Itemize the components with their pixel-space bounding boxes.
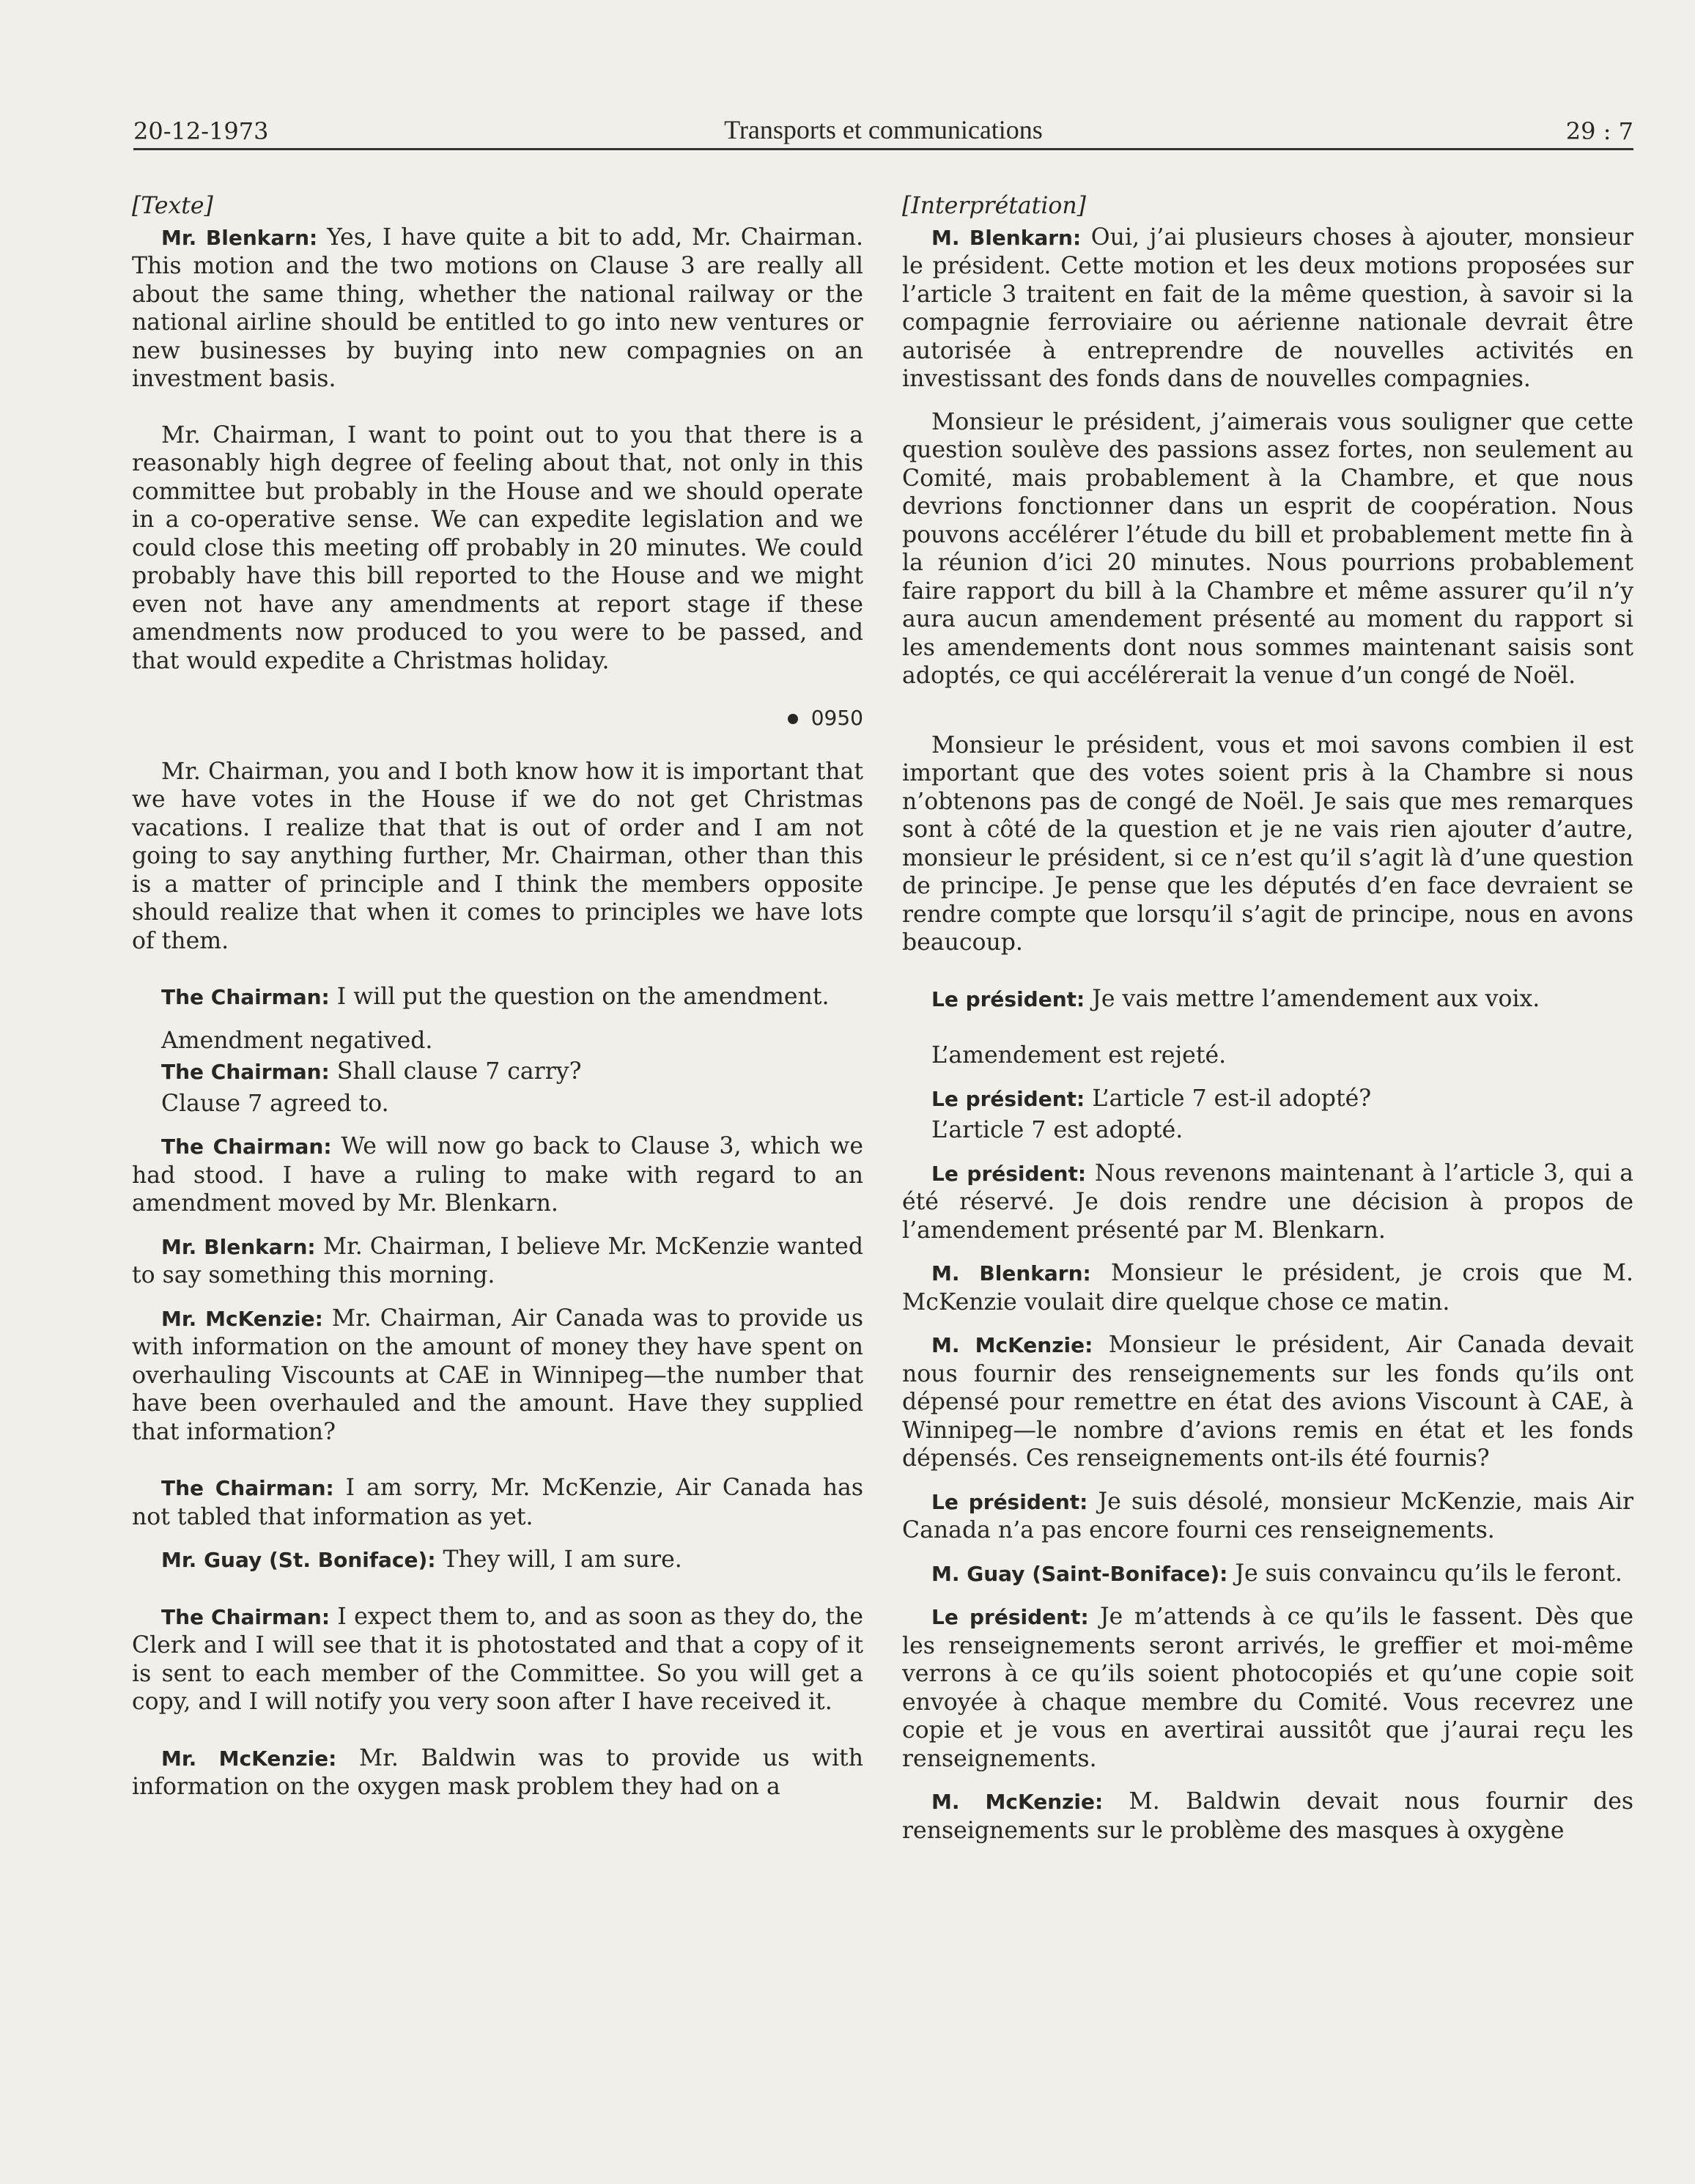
speech-text: M. Baldwin devait nous fournir des renseignements sur le problème des masques à oxygène bbox=[902, 1788, 1634, 1844]
speaker-name: Mr. Blenkarn: bbox=[161, 1234, 316, 1259]
speaker-name: Mr. Guay (St. Boniface): bbox=[161, 1548, 436, 1572]
paragraph bbox=[902, 1159, 1633, 1245]
speech-text: Je vais mettre l’amendement aux voix. bbox=[1085, 985, 1540, 1012]
speech-text: Monsieur le président, Air Canada devait nous fournir des renseignements sur les fonds qu’ils ont dépensé pour remettre en état des avions Viscount à CAE, à Winnipeg—le nombre d’avions remis en état et les fonds dépensés. Ces renseignements ont-ils été fournis? bbox=[902, 1332, 1633, 1472]
speaker-name: The Chairman: bbox=[161, 985, 330, 1009]
speech-text: Shall clause 7 carry? bbox=[329, 1058, 582, 1085]
speaker-name: Le président: bbox=[931, 1605, 1089, 1629]
paragraph bbox=[132, 1132, 863, 1218]
speaker-name: M. McKenzie: bbox=[931, 1333, 1093, 1357]
speaker-name: The Chairman: bbox=[161, 1135, 332, 1159]
paragraph: Monsieur le président, vous et moi savons combien il est important que des votes soient pris à la Chambre si nous n’obtenons pas de congé de Noël. Je sais que mes remarques sont à côté de la question et je ne vais rien ajouter d’autre, monsieur le président, si ce n’est qu’il s’agit là d’une question de principe. Je pense que les députés d’en face devraient se rendre compte que lorsqu’il s’agit de principe, nous en avons beaucoup. bbox=[902, 731, 1633, 956]
paragraph bbox=[902, 1085, 1633, 1114]
speaker-name: Mr. McKenzie: bbox=[161, 1306, 323, 1331]
speaker-name: The Chairman: bbox=[161, 1476, 334, 1500]
section-label: [Interprétation] bbox=[902, 193, 1086, 219]
speaker-name: Mr. Blenkarn: bbox=[161, 225, 318, 250]
speech-text: Je suis désolé, monsieur McKenzie, mais Air Canada n’a pas encore fourni ces renseignements. bbox=[902, 1488, 1634, 1543]
paragraph bbox=[132, 1474, 863, 1531]
speaker-name: Le président: bbox=[931, 986, 1085, 1011]
speech-text: They will, I am sure. bbox=[435, 1546, 682, 1573]
paragraph bbox=[132, 1305, 863, 1447]
english-column bbox=[132, 192, 863, 1816]
paragraph bbox=[132, 224, 863, 394]
speaker-name: The Chairman: bbox=[161, 1604, 330, 1629]
paragraph: Mr. Chairman, I want to point out to you that there is a reasonably high degree of feeling about that, not only in this committee but probably in the House and we should operate in a co-operative sense. We can expedite legislation and we could close this meeting off probably in 20 minutes. We could probably have this bill reported to the House and we might even not have any amendments at report stage if these amendments now produced to you were to be passed, and that would expedite a Christmas holiday. bbox=[132, 421, 863, 674]
paragraph bbox=[132, 1744, 863, 1801]
speaker-name: Le président: bbox=[931, 1161, 1087, 1186]
paragraph bbox=[132, 1233, 863, 1290]
speech-text: Monsieur le président, je crois que M. McKenzie voulait dire quelque chose ce matin. bbox=[902, 1260, 1633, 1316]
french-column bbox=[902, 192, 1633, 1859]
speech-text: Je m’attends à ce qu’ils le fassent. Dès que les renseignements seront arrivés, le greffier et moi-même verrons à ce qu’ils soient photocopiés et qu’une copie soit envoyée à chaque membre du Comité. Vous recevrez une copie et je vous en avertirai aussitôt que j’aurai reçu les renseignements. bbox=[902, 1604, 1633, 1772]
speech-text: Nous revenons maintenant à l’article 3, qui a été réservé. Je dois rendre une décision à propos de l’amendement présenté par M. Blenkarn. bbox=[902, 1159, 1634, 1244]
speaker-name: Mr. McKenzie: bbox=[161, 1746, 337, 1771]
header-date: 20-12-1973 bbox=[133, 117, 269, 145]
time-marker bbox=[132, 704, 863, 733]
paragraph: L’article 7 est adopté. bbox=[931, 1117, 1183, 1143]
time-marker-text: 0950 bbox=[810, 706, 863, 730]
paragraph bbox=[902, 1331, 1633, 1473]
speech-text: Mr. Chairman, I believe Mr. McKenzie wanted to say something this morning. bbox=[132, 1233, 863, 1288]
speech-text: Mr. Chairman, Air Canada was to provide us with information on the amount of money they have spent on overhauling Viscounts at CAE in Winnipeg—the number that have been overhauled and the amount. Have they supplied that information? bbox=[132, 1305, 863, 1445]
speaker-name: M. Blenkarn: bbox=[931, 225, 1082, 250]
paragraph bbox=[132, 1058, 863, 1087]
paragraph: Amendment negatived. bbox=[161, 1027, 433, 1054]
speech-text: L’article 7 est-il adopté? bbox=[1085, 1085, 1372, 1112]
paragraph: Monsieur le président, j’aimerais vous souligner que cette question soulève des passions assez fortes, non seulement au Comité, mais probablement à la Chambre, et que nous devrions fonctionner dans un esprit de coopération. Nous pouvons accélérer l’étude du bill et probablement mette fin à la réunion d’ici 20 minutes. Nous pourrions probablement faire rapport du bill à la Chambre et même assurer qu’il n’y aura aucun amendement présenté au moment du rapport si les amendements dont nous sommes maintenant saisis sont adoptés, ce qui accélérerait la venue d’un congé de Noël. bbox=[902, 408, 1633, 689]
speech-text: I will put the question on the amendment. bbox=[329, 984, 830, 1010]
paragraph bbox=[902, 1488, 1633, 1545]
paragraph bbox=[902, 1259, 1633, 1316]
paragraph bbox=[902, 1560, 1633, 1589]
speaker-name: M. Blenkarn: bbox=[931, 1261, 1091, 1285]
speech-text: I am sorry, Mr. McKenzie, Air Canada has not tabled that information as yet. bbox=[132, 1475, 863, 1530]
speaker-name: M. Guay (Saint-Boniface): bbox=[931, 1561, 1228, 1586]
speaker-name: M. McKenzie: bbox=[931, 1790, 1104, 1814]
header-page-number: 29 : 7 bbox=[1565, 117, 1633, 145]
paragraph: L’amendement est rejeté. bbox=[931, 1042, 1227, 1069]
paragraph bbox=[902, 224, 1633, 394]
running-header bbox=[133, 110, 1633, 150]
speaker-name: Le président: bbox=[931, 1086, 1085, 1111]
speech-text: Je suis convaincu qu’ils le feront. bbox=[1227, 1560, 1622, 1587]
paragraph bbox=[132, 1603, 863, 1716]
paragraph bbox=[902, 985, 1633, 1014]
paragraph: Mr. Chairman, you and I both know how it is important that we have votes in the House if we do not get Christmas vacations. I realize that that is out of order and I am not going to say anything further, Mr. Chairman, other than this is a matter of principle and I think the members opposite should realize that when it comes to principles we have lots of them. bbox=[132, 758, 863, 954]
section-label: [Texte] bbox=[132, 193, 213, 219]
speech-text: Mr. Baldwin was to provide us with information on the oxygen mask problem they had on a bbox=[132, 1744, 863, 1800]
speech-text: Oui, j’ai plusieurs choses à ajouter, monsieur le président. Cette motion et les deux motions proposées sur l’article 3 traitent en fait de la même question, à savoir si la compagnie ferroviaire ou aérienne nationale devrait être autorisée à entreprendre de nouvelles activités en investissant des fonds dans de nouvelles compagnies. bbox=[902, 224, 1633, 392]
paragraph bbox=[132, 983, 863, 1012]
header-title: Transports et communications bbox=[724, 115, 1043, 144]
speech-text: We will now go back to Clause 3, which we had stood. I have a ruling to make with regard to an amendment moved by Mr. Blenkarn. bbox=[132, 1133, 863, 1217]
paragraph bbox=[902, 1603, 1633, 1773]
bullet-icon bbox=[788, 714, 798, 724]
paragraph bbox=[902, 1788, 1633, 1845]
paragraph bbox=[132, 1546, 863, 1575]
speech-text: I expect them to, and as soon as they do, the Clerk and I will see that it is photostated and that a copy of it is sent to each member of the Committee. So you will get a copy, and I will notify you very soon after I have received it. bbox=[132, 1603, 863, 1715]
speech-text: Yes, I have quite a bit to add, Mr. Chairman. This motion and the two motions on Clause 3 are really all about the same thing, whether the national railway or the national airline should be entitled to go into new ventures or new businesses by buying into new compagnies on an investment basis. bbox=[132, 224, 863, 392]
speaker-name: Le président: bbox=[931, 1489, 1088, 1514]
speaker-name: The Chairman: bbox=[161, 1060, 330, 1084]
paragraph: Clause 7 agreed to. bbox=[161, 1090, 389, 1117]
